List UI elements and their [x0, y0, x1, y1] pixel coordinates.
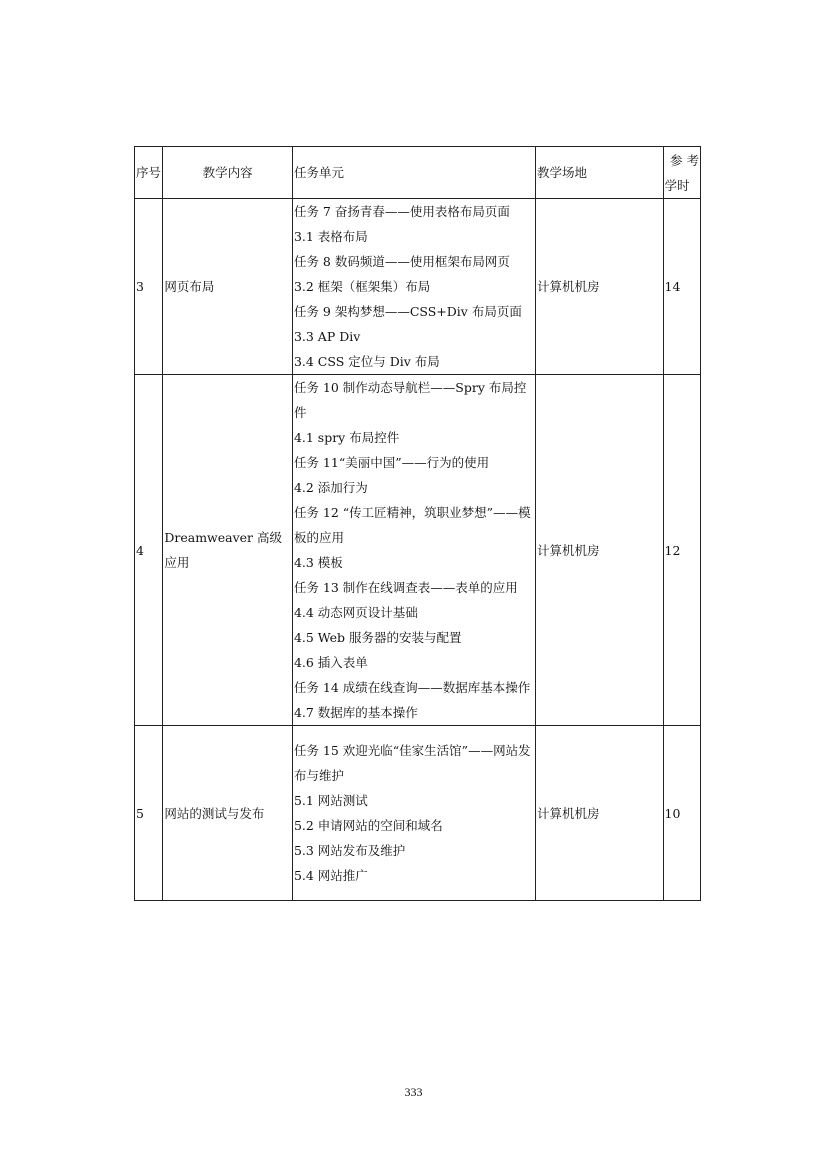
unit-line: 任务 13 制作在线调查表——表单的应用 [293, 580, 518, 595]
unit-line: 任务 7 奋扬青春——使用表格布局页面 [293, 204, 510, 219]
unit-line: 4.1 spry 布局控件 [293, 430, 400, 445]
unit-line: 4.2 添加行为 [293, 480, 368, 495]
row-index: 3 [135, 199, 163, 375]
unit-line: 3.1 表格布局 [293, 229, 368, 244]
row-hours: 10 [663, 726, 701, 901]
table-row [135, 375, 701, 726]
unit-line: 4.5 Web 服务器的安装与配置 [293, 630, 462, 645]
curriculum-table [134, 146, 701, 901]
row-units [292, 726, 535, 901]
unit-line: 4.3 模板 [293, 555, 343, 570]
row-index: 4 [135, 375, 163, 726]
unit-line: 3.3 AP Div [293, 329, 361, 344]
table-row [135, 726, 701, 901]
row-units [292, 375, 535, 726]
table-header-row [135, 147, 701, 199]
header-content: 教学内容 [163, 147, 293, 199]
row-hours: 12 [663, 375, 701, 726]
unit-line: 5.4 网站推广 [293, 868, 368, 883]
row-location: 计算机机房 [535, 726, 663, 901]
unit-line: 5.3 网站发布及维护 [293, 843, 406, 858]
unit-line: 5.2 申请网站的空间和域名 [293, 818, 443, 833]
row-content: Dreamweaver 高级应用 [163, 375, 293, 726]
row-hours: 14 [663, 199, 701, 375]
unit-line: 任务 14 成绩在线查询——数据库基本操作 [293, 680, 531, 695]
row-location: 计算机机房 [535, 375, 663, 726]
header-hours [663, 147, 701, 199]
unit-line: 3.2 框架（框架集）布局 [293, 279, 431, 294]
header-location: 教学场地 [535, 147, 663, 199]
unit-line: 任务 8 数码频道——使用框架布局网页 [293, 254, 510, 269]
unit-line: 任务 10 制作动态导航栏——Spry 布局控件 [293, 380, 527, 420]
unit-line: 任务 11“美丽中国”——行为的使用 [293, 455, 490, 470]
header-hours-top: 参 考 [670, 152, 699, 168]
unit-line: 任务 9 架构梦想——CSS+Div 布局页面 [293, 304, 522, 319]
header-units: 任务单元 [292, 147, 535, 199]
unit-line: 3.4 CSS 定位与 Div 布局 [293, 354, 440, 369]
row-content: 网站的测试与发布 [163, 726, 293, 901]
unit-line: 4.6 插入表单 [293, 655, 368, 670]
header-hours-bottom: 学时 [664, 177, 690, 193]
unit-line: 4.7 数据库的基本操作 [293, 705, 418, 720]
page-number: 333 [404, 1085, 423, 1099]
unit-line: 任务 15 欢迎光临“佳家生活馆”——网站发布与维护 [293, 743, 531, 783]
table-row [135, 199, 701, 375]
row-content: 网页布局 [163, 199, 293, 375]
row-location: 计算机机房 [535, 199, 663, 375]
unit-line: 4.4 动态网页设计基础 [293, 605, 418, 620]
unit-line: 任务 12 “传工匠精神，筑职业梦想”——模板的应用 [293, 505, 531, 545]
header-index: 序号 [135, 147, 163, 199]
row-units [292, 199, 535, 375]
unit-line: 5.1 网站测试 [293, 793, 368, 808]
row-index: 5 [135, 726, 163, 901]
